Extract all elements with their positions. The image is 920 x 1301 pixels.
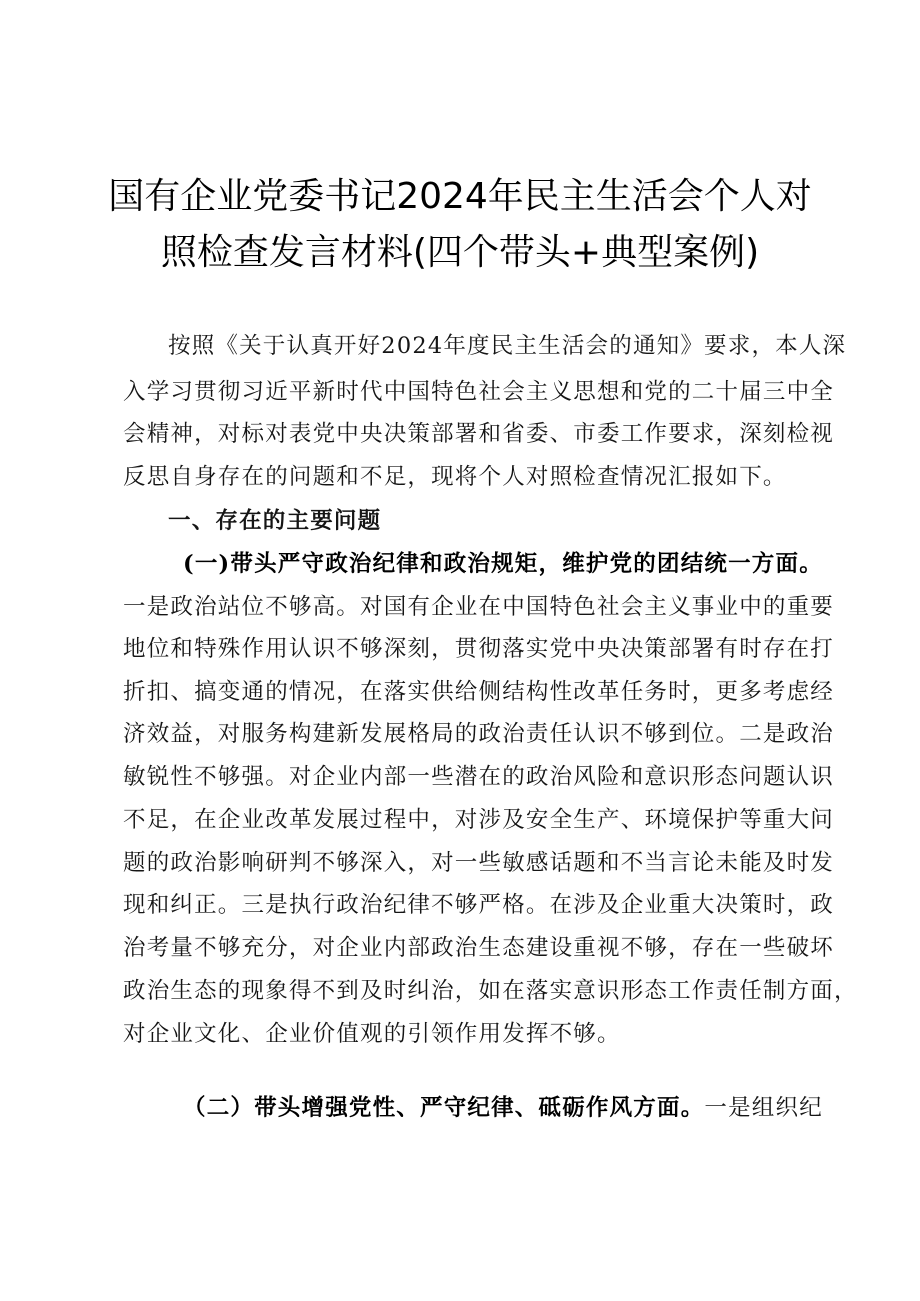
body-line: 现和纠正。三是执行政治纪律不够严格。在涉及企业重大决策时，政 — [123, 892, 835, 918]
body-line: 折扣、搞变通的情况，在落实供给侧结构性改革任务时，更多考虑经 — [123, 679, 835, 705]
intro-line: 入学习贯彻习近平新时代中国特色社会主义思想和党的二十届三中全 — [123, 379, 835, 405]
body-line: 不足，在企业改革发展过程中，对涉及安全生产、环境保护等重大问 — [123, 807, 835, 833]
subsection-heading-2: （二）带头增强党性、严守纪律、砥砺作风方面。 — [183, 1095, 705, 1121]
document-title-line-2: 照检查发言材料(四个带头+典型案例) — [160, 232, 760, 273]
body-line: 政治生态的现象得不到及时纠治，如在落实意识形态工作责任制方面， — [123, 978, 858, 1004]
body-line: 题的政治影响研判不够深入，对一些敏感话题和不当言论未能及时发 — [123, 850, 835, 876]
intro-line: 反思自身存在的问题和不足，现将个人对照检查情况汇报如下。 — [123, 464, 787, 490]
document-title-line-1: 国有企业党委书记2024年民主生活会个人对 — [108, 176, 812, 217]
body-line: 对企业文化、企业价值观的引领作用发挥不够。 — [123, 1021, 621, 1047]
section-heading: 一、存在的主要问题 — [168, 508, 382, 534]
body-line: 敏锐性不够强。对企业内部一些潜在的政治风险和意识形态问题认识 — [123, 764, 835, 790]
subsection-2-tail: 一是组织纪 — [704, 1095, 823, 1121]
subsection-heading-1: (一)带头严守政治纪律和政治规矩，维护党的团结统一方面。 — [183, 551, 823, 577]
body-line: 济效益，对服务构建新发展格局的政治责任认识不够到位。二是政治 — [123, 721, 835, 747]
intro-line: 会精神，对标对表党中央决策部署和省委、市委工作要求，深刻检视 — [123, 421, 835, 447]
intro-line: 按照《关于认真开好2024年度民主生活会的通知》要求，本人深 — [168, 333, 847, 359]
body-line: 地位和特殊作用认识不够深刻，贯彻落实党中央决策部署有时存在打 — [123, 636, 835, 662]
subsection-2-line — [183, 1093, 883, 1123]
body-line: 治考量不够充分，对企业内部政治生态建设重视不够，存在一些破坏 — [123, 935, 835, 961]
body-line: 一是政治站位不够高。对国有企业在中国特色社会主义事业中的重要 — [123, 594, 835, 620]
